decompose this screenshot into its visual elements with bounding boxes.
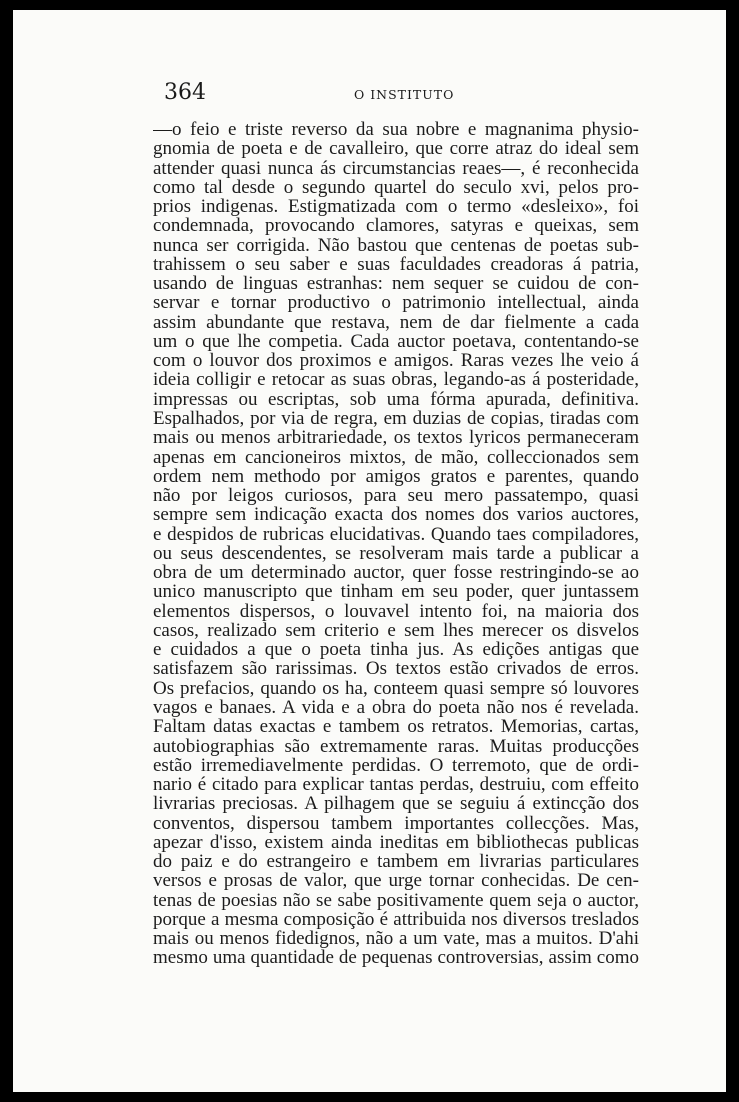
text-line: gnomia de poeta e de cavalleiro, que corre atraz do ideal sem	[153, 139, 639, 159]
text-line: como tal desde o segundo quartel do seculo xvi, pelos pro-	[153, 177, 639, 198]
text-line: e cuidados a que o poeta tinha jus. As edições antigas que	[153, 640, 639, 660]
text-line: tenas de poesias não se sabe positivamente quem seja o auctor,	[153, 890, 639, 910]
running-title: O INSTITUTO	[354, 87, 455, 102]
text-line: mais ou menos fidedignos, não a um vate, mas a muitos. D'ahi	[153, 929, 639, 949]
page-header	[164, 80, 654, 110]
text-line: versos e prosas de valor, que urge tornar conhecidas. De cen-	[153, 871, 639, 891]
text-line: ideia colligir e retocar as suas obras, legando-as á posteridade,	[153, 370, 639, 390]
text-line: apezar d'isso, existem ainda ineditas em bibliothecas publicas	[153, 832, 639, 853]
text-line: Os prefacios, quando os ha, conteem quasi sempre só louvores	[153, 678, 639, 698]
text-line: não por leigos curiosos, para seu mero passatempo, quasi	[153, 486, 639, 506]
text-line: e despidos de rubricas elucidativas. Quando taes compiladores,	[153, 524, 639, 544]
text-line: assim abundante que restava, nem de dar fielmente a cada	[153, 312, 639, 332]
text-line: elementos dispersos, o louvavel intento foi, na maioria dos	[153, 601, 639, 621]
text-line: mais ou menos arbitrariedade, os textos lyricos permaneceram	[153, 428, 639, 448]
text-line: com o louvor dos proximos e amigos. Raras vezes lhe veio á	[153, 351, 639, 371]
text-line: do paiz e do estrangeiro e tambem em livrarias particulares	[153, 852, 639, 872]
text-line: ou seus descendentes, se resolveram mais tarde a publicar a	[153, 543, 639, 564]
text-line: condemnada, provocando clamores, satyras e queixas, sem	[153, 216, 639, 236]
text-line: livrarias preciosas. A pilhagem que se seguiu á extincção dos	[153, 794, 639, 814]
text-line: satisfazem são rarissimas. Os textos estão crivados de erros.	[153, 659, 639, 679]
text-line: servar e tornar productivo o patrimonio intellectual, ainda	[153, 293, 639, 313]
text-line: trahissem o seu saber e suas faculdades creadoras á patria,	[153, 254, 639, 275]
text-line: sempre sem indicação exacta dos nomes dos varios auctores,	[153, 505, 639, 525]
text-line: Espalhados, por via de regra, em duzias de copias, tiradas com	[153, 408, 639, 429]
page-number: 364	[164, 80, 206, 105]
text-line: vagos e banaes. A vida e a obra do poeta não nos é revelada.	[153, 697, 639, 718]
text-line: estão irremediavelmente perdidas. O terremoto, que de ordi-	[153, 755, 639, 776]
text-line: porque a mesma composição é attribuida nos diversos treslados	[153, 909, 639, 930]
text-line: unico manuscripto que tinham em seu poder, quer juntassem	[153, 582, 639, 602]
text-line: um o que lhe competia. Cada auctor poetava, contentando-se	[153, 331, 639, 352]
text-line: Faltam datas exactas e tambem os retratos. Memorias, cartas,	[153, 717, 639, 737]
text-line: usando de linguas estranhas: nem sequer se cuidou de con-	[153, 274, 639, 294]
text-line: ordem nem methodo por amigos gratos e parentes, quando	[153, 466, 639, 487]
text-line: obra de um determinado auctor, quer fosse restringindo-se ao	[153, 563, 639, 583]
text-line: nunca ser corrigida. Não bastou que centenas de poetas sub-	[153, 235, 639, 255]
text-line: apenas em cancioneiros mixtos, de mão, colleccionados sem	[153, 447, 639, 467]
body-text	[153, 120, 639, 968]
text-line: autobiographias são extremamente raras. Muitas producções	[153, 736, 639, 756]
text-line: prios indigenas. Estigmatizada com o termo «desleixo», foi	[153, 197, 639, 217]
text-line: mesmo uma quantidade de pequenas controversias, assim como	[153, 948, 639, 968]
text-line: conventos, dispersou tambem importantes collecções. Mas,	[153, 813, 639, 833]
text-line: casos, realizado sem criterio e sem lhes merecer os disvelos	[153, 620, 639, 641]
text-line: impressas ou escriptas, sob uma fórma apurada, definitiva.	[153, 389, 639, 409]
text-line: attender quasi nunca ás circumstancias reaes—, é reconhecida	[153, 158, 639, 178]
text-line: nario é citado para explicar tantas perdas, destruiu, com effeito	[153, 775, 639, 795]
text-line: —o feio e triste reverso da sua nobre e magnanima physio-	[153, 120, 639, 140]
